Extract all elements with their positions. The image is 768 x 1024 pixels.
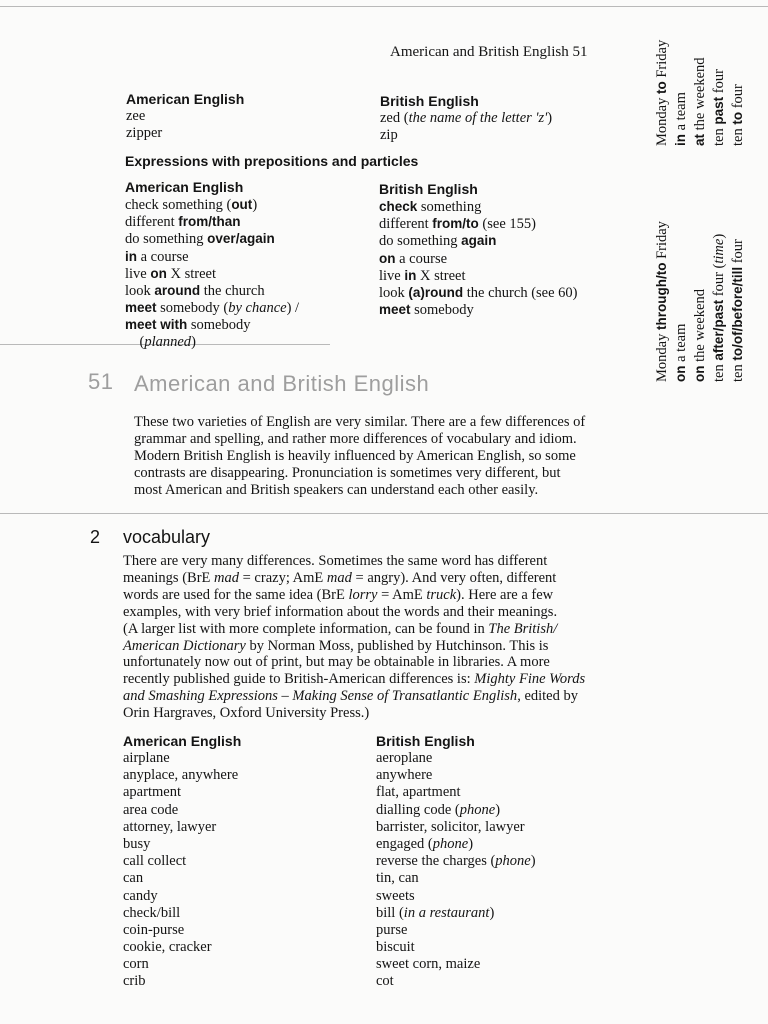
text-segment: four xyxy=(730,84,746,112)
italic-text: Mighty Fine Words xyxy=(474,671,586,688)
text-segment: = angry). And very often, different xyxy=(351,569,557,586)
bold-text: to xyxy=(654,81,669,95)
bold-text: over/again xyxy=(207,231,275,247)
list-item xyxy=(380,127,552,144)
side-american-list xyxy=(652,221,747,382)
vocab-american-list xyxy=(123,750,238,991)
text-segment: live xyxy=(379,267,405,284)
list-item xyxy=(690,40,709,146)
bold-text: through/to xyxy=(654,262,669,331)
bold-text: on xyxy=(150,265,167,281)
list-item xyxy=(379,267,578,284)
list-item xyxy=(123,671,585,688)
list-item: crib xyxy=(123,973,146,990)
list-item xyxy=(376,870,536,887)
list-item: call collect xyxy=(123,853,187,870)
list-item: candy xyxy=(123,887,158,904)
text-segment: somebody ( xyxy=(156,300,229,317)
text-segment: examples, with very brief information about the words and their meanings. xyxy=(123,603,558,620)
list-item xyxy=(376,767,536,784)
bold-text: from/than xyxy=(178,214,241,230)
list-item: apartment xyxy=(123,784,181,801)
top-british-heading: British English xyxy=(380,93,479,109)
text-segment: engaged ( xyxy=(376,835,433,852)
bold-text: on xyxy=(673,365,688,382)
list-item xyxy=(376,939,536,956)
bold-text: meet xyxy=(379,302,411,318)
text-segment: = AmE xyxy=(377,586,427,603)
list-item xyxy=(652,221,671,382)
text-segment: a course xyxy=(137,248,189,265)
text-segment: X street xyxy=(166,265,216,282)
list-item: These two varieties of English are very similar. There are a few differences of xyxy=(134,414,586,430)
text-segment: ten xyxy=(711,360,727,382)
text-segment: a team xyxy=(673,92,689,134)
text-segment: zed ( xyxy=(380,110,409,126)
bold-text: meet xyxy=(125,300,157,316)
text-segment: different xyxy=(125,214,179,231)
text-segment: , edited by xyxy=(517,688,578,705)
text-segment: four xyxy=(730,239,746,267)
text-segment: do something xyxy=(379,233,462,250)
list-item xyxy=(690,221,709,382)
text-segment: somebody xyxy=(410,302,474,319)
list-item xyxy=(376,836,536,853)
bold-text: past xyxy=(711,96,726,125)
bold-text: from/to xyxy=(432,216,479,232)
text-segment: recently published guide to British-American differences is: xyxy=(123,671,475,688)
section-number: 51 xyxy=(88,369,114,394)
list-item xyxy=(376,802,536,819)
list-item xyxy=(379,284,578,301)
list-item xyxy=(379,250,578,267)
text-segment: Friday xyxy=(654,221,670,263)
prep-american-heading: American English xyxy=(125,179,244,195)
list-item xyxy=(125,196,299,213)
bold-text: again xyxy=(461,233,497,249)
list-item xyxy=(379,215,578,232)
text-segment: check something ( xyxy=(125,197,232,213)
bold-text: in xyxy=(673,134,688,146)
text-segment: Orin Hargraves, Oxford University Press.) xyxy=(123,705,370,722)
list-item: airplane xyxy=(123,750,170,766)
text-segment: ) xyxy=(191,333,196,350)
bold-text: on xyxy=(692,365,707,382)
italic-text: by chance xyxy=(228,300,287,317)
prepositions-heading: Expressions with prepositions and particles xyxy=(125,153,419,169)
list-item xyxy=(376,956,536,973)
text-segment: barrister, solicitor, lawyer xyxy=(376,818,525,835)
list-item: attorney, lawyer xyxy=(123,818,217,835)
text-segment: live xyxy=(125,265,151,282)
text-segment: words are used for the same idea (BrE xyxy=(123,586,349,603)
list-item xyxy=(376,922,536,939)
list-item: anyplace, anywhere xyxy=(123,767,239,784)
vocab-british-heading: British English xyxy=(376,733,475,749)
prep-british-list xyxy=(379,198,578,318)
bold-text: check xyxy=(379,199,418,214)
list-item: most American and British speakers can understand each other easily. xyxy=(134,481,539,498)
text-segment: a course xyxy=(395,250,448,267)
text-segment: meanings (BrE xyxy=(123,569,215,586)
side-british-list xyxy=(652,40,747,146)
top-american-list xyxy=(126,108,162,142)
list-item xyxy=(728,221,747,382)
top-rule xyxy=(0,6,768,7)
list-item xyxy=(380,110,552,127)
text-segment: ten xyxy=(730,360,746,382)
text-segment: four ( xyxy=(711,263,727,300)
vocab-british-list xyxy=(376,750,536,991)
text-segment: sweet corn, maize xyxy=(376,956,481,973)
text-segment: ( xyxy=(125,333,145,350)
text-segment: ) xyxy=(252,197,258,213)
text-segment: bill ( xyxy=(376,904,404,921)
text-segment: There are very many differences. Sometimes the same word has different xyxy=(123,553,548,569)
text-segment: cot xyxy=(376,973,394,990)
bold-text: to xyxy=(730,111,745,125)
prep-american-list xyxy=(125,196,299,351)
prep-british-heading: British English xyxy=(379,181,478,197)
intro-paragraph xyxy=(134,414,585,499)
list-item xyxy=(376,973,536,990)
text-segment: a team xyxy=(673,323,689,366)
list-item xyxy=(123,654,585,671)
list-item xyxy=(379,198,578,215)
list-item xyxy=(376,853,536,870)
section-title: American and British English xyxy=(134,371,430,396)
vocabulary-heading: vocabulary xyxy=(123,527,211,547)
text-segment: ). Here are a few xyxy=(456,586,554,603)
list-item xyxy=(379,232,578,249)
list-item xyxy=(125,316,299,333)
list-item xyxy=(671,40,690,146)
list-item: area code xyxy=(123,801,179,818)
text-segment: anywhere xyxy=(376,767,433,784)
vocab-american-heading: American English xyxy=(123,733,242,749)
list-item xyxy=(709,40,728,146)
page-header: American and British English 51 xyxy=(390,44,588,60)
bold-text: out xyxy=(231,197,253,212)
list-item xyxy=(709,221,728,382)
bold-text: on xyxy=(379,250,396,266)
list-item: contrasts are disappearing. Pronunciation is sometimes very different, but xyxy=(134,464,561,481)
top-british-list xyxy=(380,110,552,144)
text-segment: tin, can xyxy=(376,870,419,887)
text-segment: ) xyxy=(495,801,501,818)
list-item xyxy=(376,750,536,767)
text-segment: the church xyxy=(200,282,265,299)
text-segment: zip xyxy=(380,127,398,144)
list-item: cookie, cracker xyxy=(123,939,212,956)
list-item: busy xyxy=(123,835,151,852)
text-segment: different xyxy=(379,216,433,233)
vocabulary-paragraph xyxy=(123,553,585,722)
italic-text: planned xyxy=(144,333,192,350)
text-segment: (see 155) xyxy=(478,216,536,233)
text-segment: ) xyxy=(489,904,495,921)
text-segment: ) xyxy=(530,853,536,870)
list-item: grammar and spelling, and rather more differences of vocabulary and idiom. xyxy=(134,430,577,447)
text-segment: Monday xyxy=(654,330,670,382)
list-item: zee xyxy=(126,108,146,124)
list-item: corn xyxy=(123,956,149,973)
italic-text: phone xyxy=(495,853,531,870)
italic-text: the name of the letter 'z' xyxy=(408,110,548,126)
list-item xyxy=(125,213,299,230)
list-item xyxy=(123,705,585,722)
text-segment: somebody xyxy=(187,317,251,334)
text-segment: ten xyxy=(730,124,746,146)
list-item xyxy=(125,230,299,247)
text-segment: aeroplane xyxy=(376,750,433,766)
italic-text: mad xyxy=(214,569,239,586)
text-segment: unfortunately now out of print, but may be obtainable in libraries. A more xyxy=(123,654,550,671)
italic-text: American Dictionary xyxy=(123,637,246,654)
text-segment: something xyxy=(417,199,482,215)
list-item xyxy=(123,621,585,638)
text-segment: Monday xyxy=(654,94,670,146)
text-segment: purse xyxy=(376,921,408,938)
text-segment: the weekend xyxy=(692,57,708,134)
italic-text: in a restaurant xyxy=(403,904,490,921)
italic-text: mad xyxy=(326,569,352,586)
list-item xyxy=(376,819,536,836)
bold-text: (a)round xyxy=(408,284,464,300)
text-segment: the church (see 60) xyxy=(463,284,578,301)
bold-text: at xyxy=(692,133,707,146)
list-item xyxy=(671,221,690,382)
list-item xyxy=(652,40,671,146)
list-item xyxy=(379,301,578,318)
bold-text: around xyxy=(154,282,201,298)
list-item: can xyxy=(123,870,144,887)
italic-text: and Smashing Expressions – Making Sense of Transatlantic English xyxy=(123,688,518,705)
italic-text: time xyxy=(711,238,727,264)
text-segment: four xyxy=(711,69,727,97)
list-item xyxy=(123,604,585,621)
text-segment: sweets xyxy=(376,887,415,904)
bold-text: in xyxy=(404,267,417,283)
vocabulary-number: 2 xyxy=(90,527,101,547)
list-item: zipper xyxy=(126,125,163,142)
text-segment: biscuit xyxy=(376,939,415,956)
list-item xyxy=(125,265,299,282)
list-item xyxy=(123,570,585,587)
top-american-heading: American English xyxy=(126,91,245,107)
text-segment: ) xyxy=(711,233,727,239)
bold-text: in xyxy=(125,248,137,264)
list-item xyxy=(123,587,585,604)
list-item xyxy=(125,282,299,299)
list-item xyxy=(376,784,536,801)
list-item xyxy=(728,40,747,146)
bold-text: to/of/before/till xyxy=(730,266,745,361)
list-item: check/bill xyxy=(123,904,181,921)
text-segment: the weekend xyxy=(692,289,708,366)
text-segment: X street xyxy=(416,267,466,284)
text-segment: reverse the charges ( xyxy=(376,853,496,870)
italic-text: truck xyxy=(426,586,457,603)
list-item xyxy=(125,248,299,265)
bold-text: meet with xyxy=(125,317,188,333)
text-segment: dialling code ( xyxy=(376,801,460,818)
text-segment: ten xyxy=(711,124,727,146)
text-segment: flat, apartment xyxy=(376,784,461,801)
text-segment: look xyxy=(379,284,409,301)
text-segment: do something xyxy=(125,231,208,248)
text-segment: look xyxy=(125,282,155,299)
italic-text: phone xyxy=(459,801,496,818)
text-segment: (A larger list with more complete information, can be found in xyxy=(123,620,489,637)
italic-text: The British/ xyxy=(488,620,558,637)
bold-text: after/past xyxy=(711,299,726,361)
text-segment: = crazy; AmE xyxy=(239,569,327,586)
section-rule-lower xyxy=(0,513,768,514)
list-item xyxy=(125,334,299,351)
list-item xyxy=(123,553,585,570)
text-segment: ) xyxy=(547,110,553,126)
text-segment: Friday xyxy=(654,39,670,82)
italic-text: phone xyxy=(432,835,469,852)
text-segment: ) / xyxy=(286,300,300,317)
list-item xyxy=(376,888,536,905)
list-item xyxy=(123,638,585,655)
text-segment: ) xyxy=(468,835,474,852)
italic-text: lorry xyxy=(348,586,378,603)
list-item xyxy=(123,688,585,705)
list-item xyxy=(125,299,299,316)
list-item: Modern British English is heavily influenced by American English, so some xyxy=(134,447,576,464)
text-segment: by Norman Moss, published by Hutchinson. This is xyxy=(245,637,549,654)
list-item: coin-purse xyxy=(123,921,185,938)
list-item xyxy=(376,905,536,922)
